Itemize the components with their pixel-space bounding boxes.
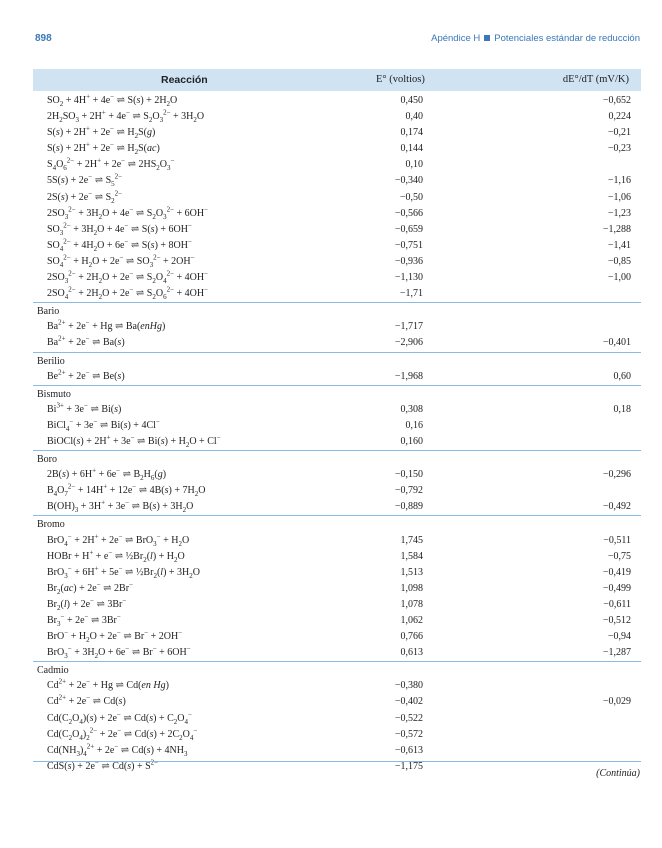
e0-cell: −0,50 <box>399 191 423 203</box>
reaction-cell: $Br_3^- + 2e^-$ ⇌ 3Br− <box>47 612 121 628</box>
table-row <box>33 645 641 661</box>
reaction-cell: $Cd^{2+} + 2e^- + Hg$ ⇌ Cd(en Hg) <box>47 678 169 692</box>
reaction-cell: $Br_2(ac) + 2e^-$ ⇌ 2Br− <box>47 580 134 596</box>
running-head <box>431 33 640 44</box>
e0-cell: 0,160 <box>400 435 423 447</box>
section-label: Boro <box>37 454 57 466</box>
e0-cell: −0,572 <box>394 728 423 740</box>
dedt-cell: −0,75 <box>607 550 631 562</box>
e0-cell: −0,792 <box>394 485 423 497</box>
dedt-cell: 0,224 <box>608 111 631 123</box>
reaction-cell: $S_4O_6^{2-} + 2H^+ + 2e^-$ ⇌ $2HS_2O_3^-$ <box>47 157 175 173</box>
e0-cell: −0,613 <box>394 744 423 756</box>
dedt-cell: −1,00 <box>607 272 631 284</box>
section-header <box>33 385 641 402</box>
e0-cell: 0,613 <box>400 647 423 659</box>
table-row <box>33 222 641 238</box>
table-row <box>33 286 641 302</box>
reaction-cell: HOBr + H+ + e− ⇌ $\frac{1}{2}Br_2(l) + H_2O$ <box>47 548 185 564</box>
e0-cell: −0,150 <box>394 469 423 481</box>
dedt-cell: −1,23 <box>607 207 631 219</box>
table-row <box>33 549 641 565</box>
table-row <box>33 499 641 515</box>
dedt-cell: −0,419 <box>602 566 631 578</box>
reaction-cell: $Cd(NH_3)_4^{2+} + 2e^-$ ⇌ $Cd(s) + 4NH_3$ <box>47 742 188 758</box>
reaction-cell: $Be^{2+} + 2e^-$ ⇌ Be(s) <box>47 368 125 382</box>
reaction-cell: BrO$_4$− + 2H+ + 2e− ⇌ $BrO_3^- + H_2O$ <box>47 532 190 548</box>
reaction-cell: BrO$_3$− + 6H+ + 5e− ⇌ $\frac{1}{2}Br_2(l) + 3H_2O$ <box>47 564 200 580</box>
header-reaction: Reacción <box>161 74 208 86</box>
e0-cell: −1,968 <box>394 370 423 382</box>
table-row <box>33 173 641 189</box>
reaction-cell: $SO_2 + 4H^+ + 4e^-$ ⇌ $S(s) + 2H_2O$ <box>47 92 178 108</box>
reaction-cell: $Cd(C_2O_4)_2^{2-} + 2e^-$ ⇌ $Cd(s) + 2C_2O_4^-$ <box>47 726 198 742</box>
table-row <box>33 270 641 286</box>
table-row <box>33 109 641 125</box>
dedt-cell: −1,06 <box>607 191 631 203</box>
dedt-cell: −0,94 <box>607 631 631 643</box>
e0-cell: −0,380 <box>394 680 423 692</box>
section-header <box>33 450 641 467</box>
table-row <box>33 467 641 483</box>
e0-cell: −0,936 <box>394 255 423 267</box>
reaction-cell: $Cd(C_2O_4)(s) + 2e^-$ ⇌ $Cd(s) + C_2O_4^-$ <box>47 710 192 726</box>
e0-cell: 0,174 <box>400 127 423 139</box>
reaction-cell: $2SO_3^{2-} + 2H_2O + 2e^-$ ⇌ $S_2O_4^{2-} + 4OH^-$ <box>47 269 209 286</box>
table-row <box>33 613 641 629</box>
dedt-cell: −0,499 <box>602 582 631 594</box>
section-label: Bario <box>37 306 60 318</box>
table-row <box>33 141 641 157</box>
table-row <box>33 743 641 759</box>
reaction-cell: $SO_4^{2-} + H_2O + 2e^-$ ⇌ $SO_3^{2-} + 2OH^-$ <box>47 253 195 269</box>
reaction-cell: $2SO_4^{2-} + 2H_2O + 2e^-$ ⇌ $S_2O_6^{2-} + 4OH^-$ <box>47 285 209 302</box>
e0-cell: 1,098 <box>400 582 423 594</box>
table-row <box>33 678 641 694</box>
table-row <box>33 483 641 499</box>
e0-cell: 0,16 <box>405 419 423 431</box>
e0-cell: −1,717 <box>394 321 423 333</box>
e0-cell: −1,130 <box>394 272 423 284</box>
reaction-cell: $Ba^{2+} + 2e^-$ ⇌ Ba(s) <box>47 335 125 349</box>
reaction-cell: $SO_3^{2-} + 3H_2O + 4e^-$ ⇌ S(s) + 6OH− <box>47 221 192 237</box>
table-row <box>33 125 641 141</box>
table-row <box>33 581 641 597</box>
dedt-cell: −1,41 <box>607 239 631 251</box>
e0-cell: 0,308 <box>400 403 423 415</box>
table-row <box>33 206 641 222</box>
reaction-cell: $B_4O_7^{2-} + 14H^+ + 12e^-$ ⇌ $4B(s) + 7H_2O$ <box>47 482 206 499</box>
section-label: Bromo <box>37 519 65 531</box>
reaction-cell: $Cd^{2+} + 2e^-$ ⇌ Cd(s) <box>47 694 126 708</box>
table-row <box>33 565 641 581</box>
square-bullet-icon <box>484 35 490 41</box>
reaction-cell: S(s) + 2H+ + 2e− ⇌ $H_2S(g)$ <box>47 124 156 141</box>
reaction-cell: 5S(s) + 2e− ⇌ $S_5^{2-}$ <box>47 173 123 189</box>
table-row <box>33 727 641 743</box>
table-row <box>33 190 641 206</box>
table-row <box>33 597 641 613</box>
reaction-cell: $BrO_3^- + 3H_2O + 6e^-$ ⇌ Br− + 6OH− <box>47 644 191 661</box>
dedt-cell: 0,60 <box>613 370 631 382</box>
table-row <box>33 369 641 385</box>
running-head-title: Potenciales estándar de reducción <box>494 33 640 44</box>
section-label: Bismuto <box>37 388 71 400</box>
e0-cell: −0,402 <box>394 696 423 708</box>
table-row <box>33 434 641 450</box>
running-head-appendix: Apéndice H <box>431 33 481 44</box>
e0-cell: 0,144 <box>400 143 423 155</box>
dedt-cell: −0,21 <box>607 127 631 139</box>
dedt-cell: −1,288 <box>602 223 631 235</box>
reaction-cell: $Br_2(l) + 2e^-$ ⇌ 3Br− <box>47 596 127 612</box>
dedt-cell: −1,16 <box>607 175 631 187</box>
dedt-cell: 0,18 <box>613 403 631 415</box>
dedt-cell: −0,512 <box>602 615 631 626</box>
e0-cell: 0,10 <box>405 159 423 171</box>
reaction-cell: BiOCl(s) + 2H+ + 3e− ⇌ $Bi(s) + H_2O + Cl^-$ <box>47 433 221 449</box>
table-body <box>33 93 641 775</box>
e0-cell: −2,906 <box>394 337 423 349</box>
dedt-cell: −0,23 <box>607 143 631 155</box>
table-row <box>33 157 641 173</box>
e0-cell: 0,40 <box>405 111 423 123</box>
e0-cell: 1,584 <box>400 550 423 562</box>
reaction-cell: S(s) + 2H+ + 2e− ⇌ $H_2S(ac)$ <box>47 140 160 157</box>
table-row <box>33 694 641 710</box>
page-number: 898 <box>35 33 52 44</box>
table-row <box>33 238 641 254</box>
reaction-cell: 2S(s) + 2e− ⇌ $S_2^{2-}$ <box>47 189 123 205</box>
e0-cell: −0,659 <box>394 223 423 235</box>
table-bottom-rule <box>33 761 641 762</box>
e0-cell: −1,175 <box>394 760 423 772</box>
table-row <box>33 629 641 645</box>
reaction-cell: CdS(s) + 2e− ⇌ $Cd(s) + S^{2-}$ <box>47 758 159 772</box>
header-dedt: dE°/dT (mV/K) <box>562 74 629 85</box>
dedt-cell: −0,029 <box>602 696 631 708</box>
section-header <box>33 302 641 319</box>
dedt-cell: −0,401 <box>602 337 631 349</box>
reaction-cell: $2H_2SO_3 + 2H^+ + 4e^-$ ⇌ $S_2O_3^{2-} + 3H_2O$ <box>47 108 205 125</box>
e0-cell: −1,71 <box>399 288 423 300</box>
section-header <box>33 515 641 532</box>
e0-cell: 1,513 <box>400 566 423 578</box>
e0-cell: 0,766 <box>400 631 423 643</box>
dedt-cell: −0,85 <box>607 255 631 267</box>
table-row <box>33 533 641 549</box>
section-header <box>33 352 641 369</box>
reaction-cell: BiCl$_4$− + 3e− ⇌ Bi(s) + 4Cl− <box>47 417 160 433</box>
dedt-cell: −0,652 <box>602 95 631 106</box>
table-row <box>33 335 641 351</box>
table-row <box>33 93 641 109</box>
reaction-cell: 2B(s) + 6H+ + 6e− ⇌ $B_2H_6(g)$ <box>47 466 167 483</box>
e0-cell: 1,078 <box>400 598 423 610</box>
continued-note: (Continúa) <box>596 768 640 779</box>
table-row <box>33 254 641 270</box>
reaction-cell: $B(OH)_3 + 3H^+ + 3e^-$ ⇌ $B(s) + 3H_2O$ <box>47 499 194 515</box>
table-row <box>33 418 641 434</box>
e0-cell: 1,745 <box>400 534 423 546</box>
reaction-cell: $Bi^{3+} + 3e^-$ ⇌ Bi(s) <box>47 401 122 415</box>
table-row <box>33 711 641 727</box>
e0-cell: −0,889 <box>394 501 423 513</box>
e0-cell: −0,522 <box>394 712 423 724</box>
dedt-cell: −0,511 <box>603 534 631 546</box>
e0-cell: 0,450 <box>400 95 423 106</box>
reaction-cell: $SO_4^{2-} + 4H_2O + 6e^-$ ⇌ S(s) + 8OH− <box>47 237 192 253</box>
reaction-cell: $BrO^- + H_2O + 2e^-$ ⇌ Br− + 2OH− <box>47 628 183 645</box>
e0-cell: −0,751 <box>394 239 423 251</box>
section-label: Berilio <box>37 355 65 367</box>
dedt-cell: −0,296 <box>602 469 631 481</box>
dedt-cell: −0,492 <box>602 501 631 513</box>
section-label: Cadmio <box>37 665 69 677</box>
reaction-cell: $2SO_3^{2-} + 3H_2O + 4e^-$ ⇌ $S_2O_3^{2-} + 6OH^-$ <box>47 205 209 221</box>
e0-cell: −0,340 <box>394 175 423 187</box>
e0-cell: −0,566 <box>394 207 423 219</box>
dedt-cell: −0,611 <box>603 598 631 610</box>
table-row <box>33 319 641 335</box>
reaction-cell: $Ba^{2+} + 2e^- + Hg$ ⇌ Ba(enHg) <box>47 318 166 333</box>
table-header <box>33 69 641 91</box>
table-row <box>33 402 641 418</box>
header-e0: E° (voltios) <box>376 74 425 85</box>
dedt-cell: −1,287 <box>602 647 631 659</box>
e0-cell: 1,062 <box>400 615 423 626</box>
section-header <box>33 661 641 678</box>
